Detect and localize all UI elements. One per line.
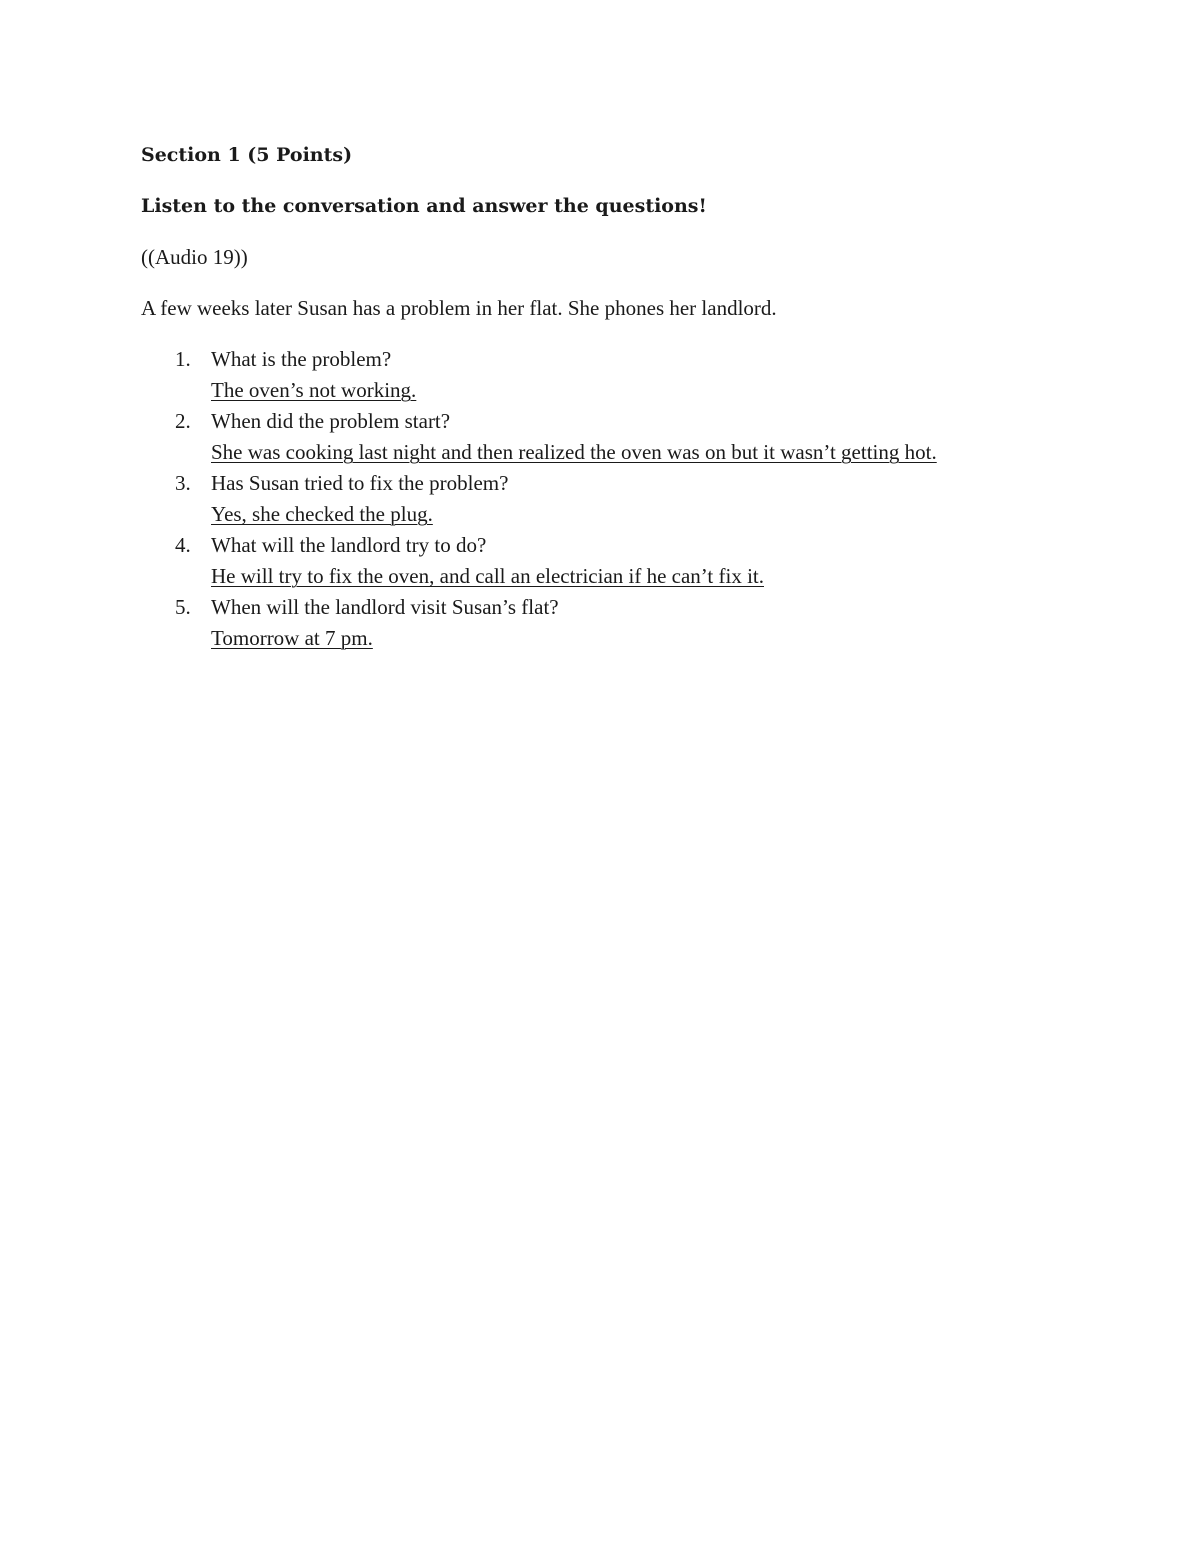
question-item-4 <box>141 530 1101 592</box>
question-text: What will the landlord try to do? <box>211 533 487 557</box>
question-number: 1. <box>175 347 191 371</box>
question-item-3 <box>141 468 1101 530</box>
question-list <box>141 344 1101 654</box>
answer-text: Yes, she checked the plug. <box>211 502 433 526</box>
question-number: 3. <box>175 471 191 495</box>
section-title: Section 1 (5 Points) <box>141 144 353 166</box>
question-number: 5. <box>175 595 191 619</box>
answer-text: Tomorrow at 7 pm. <box>211 626 373 650</box>
answer-text: The oven’s not working. <box>211 378 417 402</box>
question-text: What is the problem? <box>211 347 392 371</box>
question-item-2 <box>141 406 1101 468</box>
answer-text: He will try to fix the oven, and call an electrician if he can’t fix it. <box>211 564 764 588</box>
question-text: Has Susan tried to fix the problem? <box>211 471 509 495</box>
question-number: 4. <box>175 533 191 557</box>
intro-paragraph: A few weeks later Susan has a problem in her flat. She phones her landlord. <box>141 296 777 320</box>
question-text: When did the problem start? <box>211 409 451 433</box>
instruction-heading: Listen to the conversation and answer the questions! <box>141 195 707 217</box>
question-item-5 <box>141 592 1101 654</box>
document-content <box>141 140 1101 654</box>
answer-text: She was cooking last night and then realized the oven was on but it wasn’t getting hot. <box>211 440 937 464</box>
question-text: When will the landlord visit Susan’s flat? <box>211 595 559 619</box>
question-number: 2. <box>175 409 191 433</box>
audio-reference: ((Audio 19)) <box>141 245 248 269</box>
question-item-1 <box>141 344 1101 406</box>
